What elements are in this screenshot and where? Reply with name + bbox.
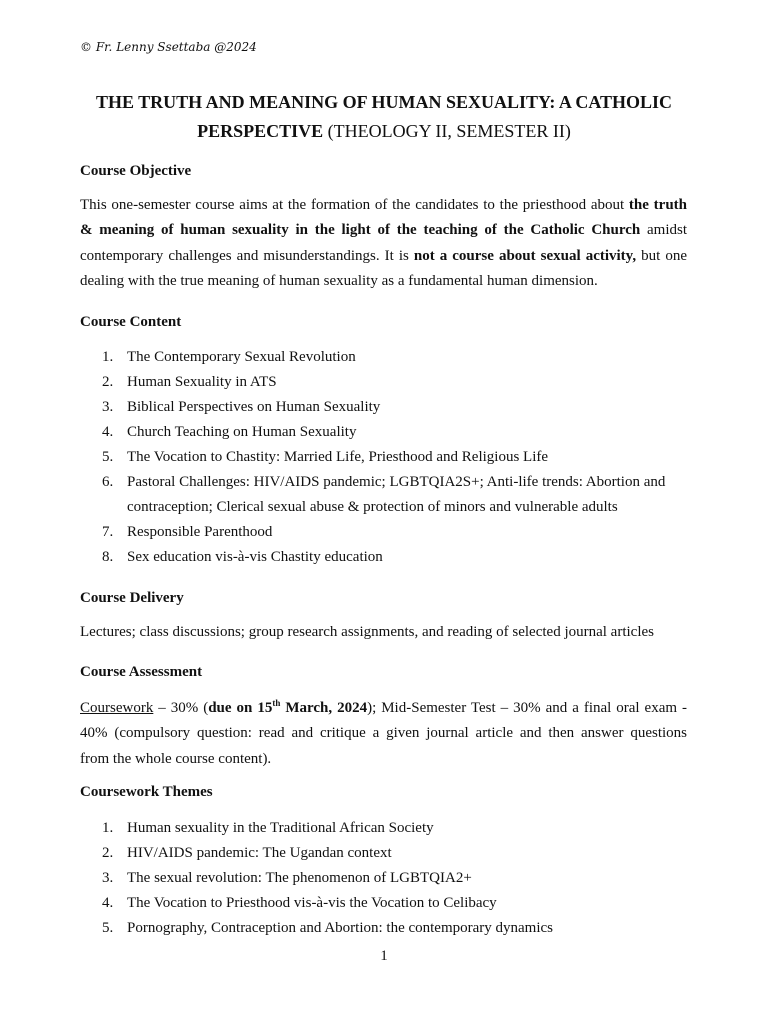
list-item: [80, 445, 690, 470]
course-assessment-paragraph: [80, 696, 687, 772]
coursework-themes-heading: Coursework Themes: [80, 784, 213, 800]
list-number: 4.: [102, 895, 114, 911]
copyright-notice: © Fr. Lenny Ssettaba @2024: [80, 40, 257, 54]
list-number: 2.: [102, 845, 114, 861]
list-text: Responsible Parenthood: [127, 524, 273, 540]
objective-text: contemporary challenges and misunderstandings. It is: [80, 247, 414, 264]
list-number: 3.: [102, 399, 114, 415]
list-number: 1.: [102, 349, 114, 365]
list-number: 7.: [102, 524, 114, 540]
list-text: Human sexuality in the Traditional African Society: [127, 820, 434, 836]
list-item: [80, 545, 690, 570]
list-text: The sexual revolution: The phenomenon of LGBTQIA2+: [127, 870, 472, 886]
assessment-text: ); Mid-Semester Test – 30% and a final oral exam -: [367, 700, 688, 716]
list-item: [80, 841, 690, 866]
assessment-text: from the whole course content).: [80, 750, 272, 767]
objective-text: This one-semester course aims at the formation of the candidates to the priesthood about: [80, 197, 629, 213]
list-item: [80, 866, 690, 891]
assessment-text: 40% (compulsory question: read and critique a given journal article and then answer questions: [80, 725, 687, 742]
list-item: [80, 395, 690, 420]
objective-text: but one: [636, 247, 687, 264]
list-item: [80, 816, 690, 841]
list-number: 4.: [102, 424, 114, 440]
list-item: [80, 370, 690, 395]
due-date-superscript: th: [272, 698, 281, 708]
list-number: 5.: [102, 449, 114, 465]
course-delivery-heading: Course Delivery: [80, 590, 184, 606]
objective-text: dealing with the true meaning of human sexuality as a fundamental human dimension.: [80, 273, 598, 290]
page-number: 1: [380, 948, 388, 964]
list-item: [80, 470, 690, 520]
list-number: 2.: [102, 374, 114, 390]
list-text: HIV/AIDS pandemic: The Ugandan context: [127, 845, 392, 861]
list-item: [80, 420, 690, 445]
list-text: Biblical Perspectives on Human Sexuality: [127, 399, 381, 415]
due-date-text: March, 2024: [280, 700, 368, 716]
course-objective-paragraph: [80, 193, 687, 295]
list-item: [80, 916, 690, 941]
list-text: The Vocation to Priesthood vis-à-vis the Vocation to Celibacy: [127, 895, 497, 911]
list-text-continued: contraception; Clerical sexual abuse & protection of minors and vulnerable adults: [127, 499, 618, 515]
list-text: The Contemporary Sexual Revolution: [127, 349, 356, 365]
objective-text: amidst: [640, 222, 687, 239]
list-item: [80, 891, 690, 916]
list-number: 1.: [102, 820, 114, 836]
title-line-2-normal: (THEOLOGY II, SEMESTER II): [323, 121, 571, 141]
list-text: Church Teaching on Human Sexuality: [127, 424, 357, 440]
title-line-1: THE TRUTH AND MEANING OF HUMAN SEXUALITY: A CATHOLIC: [95, 92, 673, 112]
list-text: The Vocation to Chastity: Married Life, Priesthood and Religious Life: [127, 449, 549, 465]
assessment-text: – 30% (: [153, 700, 209, 716]
list-number: 8.: [102, 549, 114, 565]
course-content-list: [80, 345, 690, 570]
objective-bold-text: the truth: [628, 197, 688, 213]
list-text: Pornography, Contraception and Abortion: the contemporary dynamics: [127, 920, 554, 936]
objective-bold-text: & meaning of human sexuality in the light of the teaching of the Catholic Church: [80, 222, 641, 239]
course-assessment-heading: Course Assessment: [80, 664, 203, 680]
list-number: 3.: [102, 870, 114, 886]
list-item: [80, 345, 690, 370]
course-delivery-text: Lectures; class discussions; group research assignments, and reading of selected journal articles: [80, 624, 654, 640]
due-date-text: due on 15: [208, 700, 273, 716]
list-text: Sex education vis-à-vis Chastity education: [127, 549, 383, 565]
list-item: [80, 520, 690, 545]
objective-bold-text: not a course about sexual activity,: [413, 247, 637, 264]
list-number: 5.: [102, 920, 114, 936]
course-content-heading: Course Content: [80, 314, 182, 330]
coursework-themes-list: [80, 816, 690, 941]
course-objective-heading: Course Objective: [80, 163, 192, 179]
document-title: [60, 88, 708, 146]
list-number: 6.: [102, 474, 114, 490]
title-line-2-bold: PERSPECTIVE: [197, 121, 324, 141]
list-text: Pastoral Challenges: HIV/AIDS pandemic; LGBTQIA2S+; Anti-life trends: Abortion and: [127, 474, 666, 490]
list-text: Human Sexuality in ATS: [127, 374, 277, 390]
coursework-label: Coursework: [80, 700, 154, 716]
